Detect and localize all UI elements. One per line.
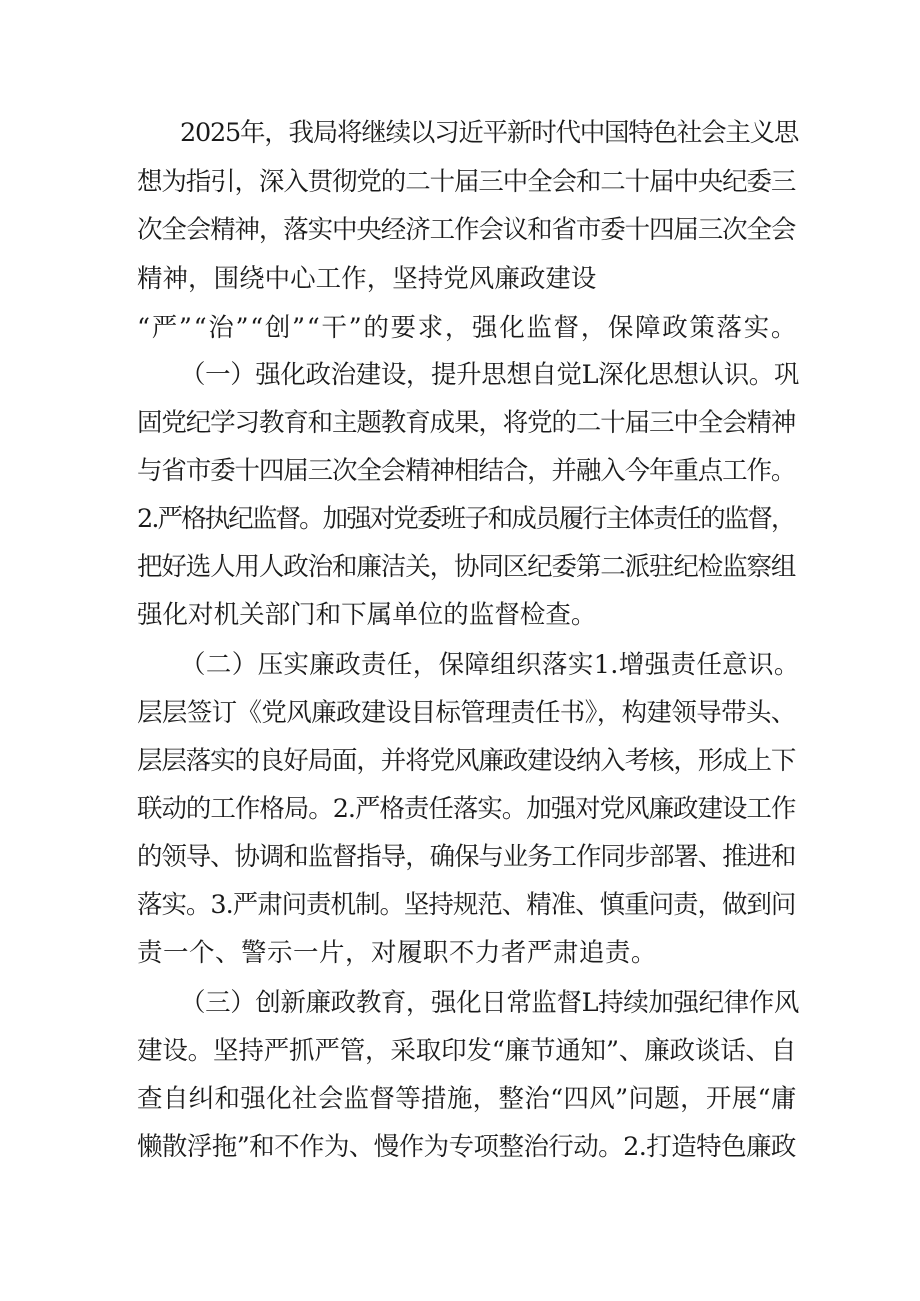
paragraph-4-line-1: （三）创新廉政教育，强化日常监督L持续加强纪律作风 xyxy=(180,988,800,1018)
paragraph-1-line-5: “严”“治”“创”“干”的要求，强化监督，保障政策落实。 xyxy=(137,313,799,343)
paragraph-3-line-5: 的领导、协调和监督指导，确保与业务工作同步部署、推进和 xyxy=(137,842,796,872)
paragraph-3-line-2: 层层签订《党风廉政建设目标管理责任书》，构建领导带头、 xyxy=(137,698,796,728)
paragraph-2-line-3: 与省市委十四届三次全会精神相结合，并融入今年重点工作。 xyxy=(137,456,796,486)
paragraph-3-line-6: 落实。3.严肃问责机制。坚持规范、精准、慎重问责，做到问 xyxy=(137,890,796,920)
paragraph-1-line-4: 精神，围绕中心工作，坚持党风廉政建设 xyxy=(137,264,597,294)
paragraph-4-line-2: 建设。坚持严抓严管，采取印发“廉节通知”、廉政谈话、自 xyxy=(137,1036,797,1066)
paragraph-2-line-1: （一）强化政治建设，提升思想自觉L深化思想认识。巩 xyxy=(180,360,800,390)
paragraph-3-line-3: 层层落实的良好局面，并将党风廉政建设纳入考核，形成上下 xyxy=(137,746,796,776)
paragraph-1-line-1: 2025年，我局将继续以习近平新时代中国特色社会主义思 xyxy=(180,118,799,148)
paragraph-2-line-6: 强化对机关部门和下属单位的监督检查。 xyxy=(137,600,597,630)
paragraph-3-line-4: 联动的工作格局。2.严格责任落实。加强对党风廉政建设工作 xyxy=(137,794,796,824)
paragraph-4-line-4: 懒散浮拖”和不作为、慢作为专项整治行动。2.打造特色廉政 xyxy=(137,1132,796,1162)
paragraph-4-line-3: 查自纠和强化社会监督等措施，整治“四风”问题，开展“庸 xyxy=(137,1084,797,1114)
paragraph-2-line-5: 把好选人用人政治和廉洁关，协同区纪委第二派驻纪检监察组 xyxy=(137,552,796,582)
paragraph-2-line-4: 2.严格执纪监督。加强对党委班子和成员履行主体责任的监督， xyxy=(137,504,795,534)
paragraph-3-line-1: （二）压实廉政责任，保障组织落实1.增强责任意识。 xyxy=(180,650,800,680)
paragraph-3-line-7: 责一个、警示一片，对履职不力者严肃追责。 xyxy=(137,938,657,968)
paragraph-2-line-2: 固党纪学习教育和主题教育成果，将党的二十届三中全会精神 xyxy=(137,408,796,438)
paragraph-1-line-2: 想为指引，深入贯彻党的二十届三中全会和二十届中央纪委三 xyxy=(137,167,796,197)
paragraph-1-line-3: 次全会精神，落实中央经济工作会议和省市委十四届三次全会 xyxy=(137,215,796,245)
